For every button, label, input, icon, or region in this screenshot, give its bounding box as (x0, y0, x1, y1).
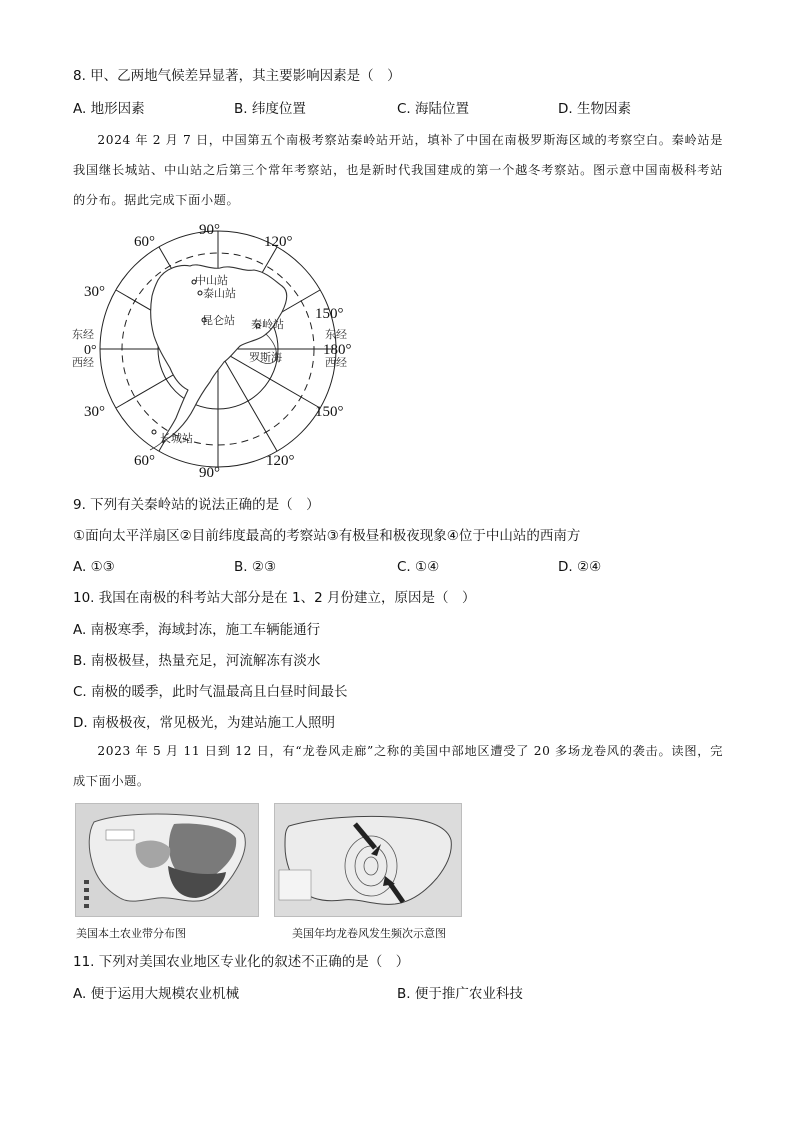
q11-stem: 11. 下列对美国农业地区专业化的叙述不正确的是（ ） (73, 954, 410, 970)
deg-180: 180° (323, 342, 352, 358)
deg-top-60: 60° (134, 234, 155, 250)
changcheng-station-icon (152, 430, 156, 434)
label-changcheng: 长城站 (160, 433, 193, 445)
q8-option-b: B. 纬度位置 (234, 101, 306, 117)
deg-bottom-120: 120° (266, 453, 295, 469)
west-longitude-left: 西经 (72, 357, 94, 369)
q9-stem: 9. 下列有关秦岭站的说法正确的是（ ） (73, 497, 320, 513)
deg-bottom-60: 60° (134, 453, 155, 469)
q10-option-b: B. 南极极昼，热量充足，河流解冻有淡水 (73, 653, 321, 669)
deg-left-30-upper: 30° (84, 284, 105, 300)
q11-option-b: B. 便于推广农业科技 (397, 986, 523, 1002)
q9-option-c: C. ①④ (397, 559, 440, 575)
antarctic-station-map (70, 218, 370, 478)
caption-agriculture-map: 美国本土农业带分布图 (76, 927, 186, 940)
east-longitude-left: 东经 (72, 329, 94, 341)
deg-zero: 0° (84, 343, 97, 358)
passage-tornado-text: 2023 年 5 月 11 日到 12 日，有“龙卷风走廊”之称的美国中部地区遭受了 20 多场龙卷风的袭击。读图，完成下面小题。 (73, 744, 723, 788)
q9-option-b: B. ②③ (234, 559, 277, 575)
deg-top-90: 90° (199, 222, 220, 238)
passage-tornado (73, 736, 723, 796)
q9-option-a: A. ①③ (73, 559, 115, 575)
q9-option-d: D. ②④ (558, 559, 602, 575)
q8-option-c: C. 海陆位置 (397, 101, 470, 117)
us-tornado-frequency-map (274, 803, 462, 917)
deg-left-30-lower: 30° (84, 404, 105, 420)
label-ross-sea: 罗斯海 (249, 352, 282, 364)
label-zhongshan: 中山站 (195, 275, 228, 287)
passage-qinling (73, 125, 723, 215)
caption-tornado-map: 美国年均龙卷风发生频次示意图 (292, 927, 446, 940)
label-kunlun: 昆仑站 (202, 315, 235, 327)
deg-top-120: 120° (264, 234, 293, 250)
q8-option-a: A. 地形因素 (73, 101, 145, 117)
q8-stem: 8. 甲、乙两地气候差异显著，其主要影响因素是（ ） (73, 68, 401, 84)
q9-statements: ①面向太平洋扇区②目前纬度最高的考察站③有极昼和极夜现象④位于中山站的西南方 (73, 528, 581, 544)
label-qinling: 秦岭站 (251, 319, 284, 331)
deg-right-150-lower: 150° (315, 404, 344, 420)
q10-option-a: A. 南极寒季，海域封冻，施工车辆能通行 (73, 622, 321, 638)
west-longitude-right: 西经 (325, 357, 347, 369)
east-longitude-right: 东经 (325, 329, 347, 341)
q8-option-d: D. 生物因素 (558, 101, 631, 117)
q11-option-a: A. 便于运用大规模农业机械 (73, 986, 240, 1002)
us-agriculture-belt-map (75, 803, 259, 917)
q10-stem: 10. 我国在南极的科考站大部分是在 1、2 月份建立，原因是（ ） (73, 590, 476, 606)
deg-right-150-upper: 150° (315, 306, 344, 322)
label-taishan: 泰山站 (203, 288, 236, 300)
taishan-station-icon (198, 291, 202, 295)
q10-option-d: D. 南极极夜，常见极光，为建站施工人照明 (73, 715, 335, 731)
passage-qinling-text: 2024 年 2 月 7 日，中国第五个南极考察站秦岭站开站，填补了中国在南极罗斯海区域的考察空白。秦岭站是我国继长城站、中山站之后第三个常年考察站，也是新时代我国建成的第一个越冬考察站。图示意中国南极科考站的分布。据此完成下面小题。 (73, 133, 723, 207)
q10-option-c: C. 南极的暖季，此时气温最高且白昼时间最长 (73, 684, 348, 700)
deg-bottom-90: 90° (199, 465, 220, 478)
